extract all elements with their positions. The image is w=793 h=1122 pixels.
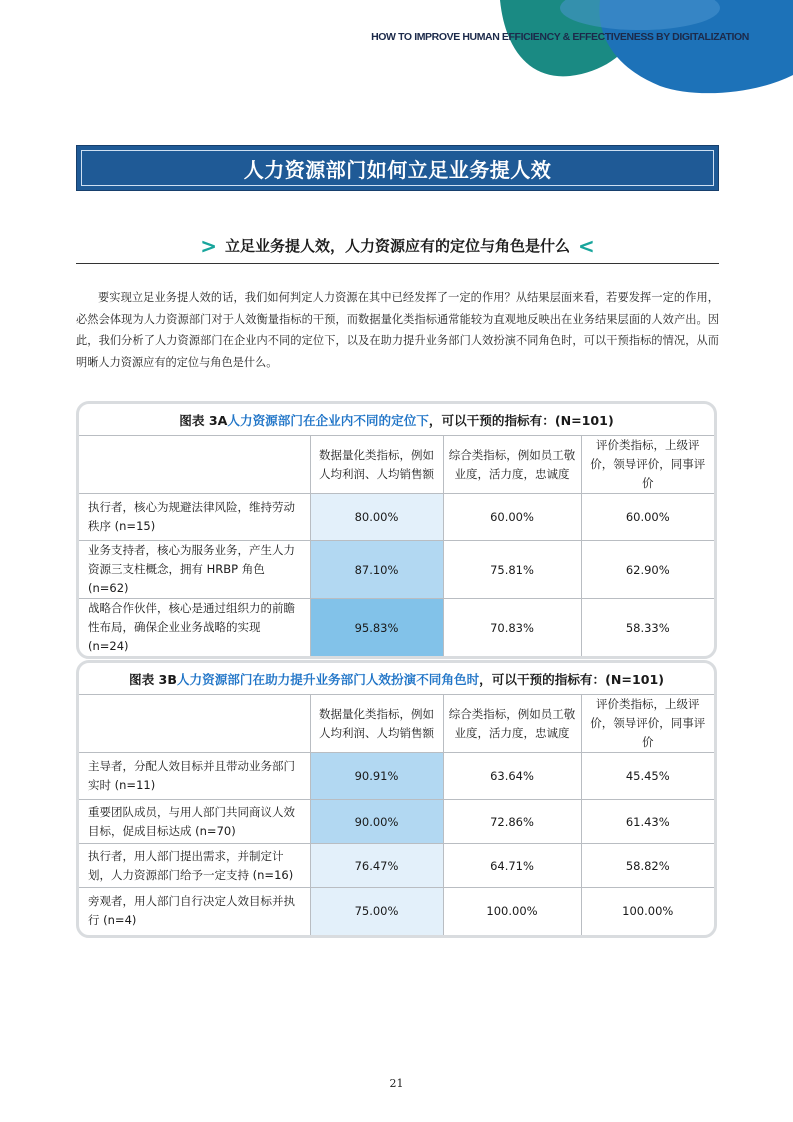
table-header-row [79,436,714,494]
role-cell: 执行者，用人部门提出需求，并制定计划，人力资源部门给予一定支持 (n=16) [79,844,310,888]
value-cell: 45.45% [581,753,714,800]
value-cell: 76.47% [310,844,443,888]
header-cell [79,436,310,494]
table-3a [76,401,717,659]
value-cell: 90.00% [310,800,443,844]
section-heading-text: 立足业务提人效，人力资源应有的定位与角色是什么 [224,237,570,255]
table-header-row [79,695,714,753]
table-3a-title-highlight: 人力资源部门在企业内不同的定位下 [227,413,429,428]
value-cell: 100.00% [443,888,581,935]
running-header: HOW TO IMPROVE HUMAN EFFICIENCY & EFFECTIVENESS BY DIGITALIZATION [371,31,749,43]
header-cell [79,695,310,753]
header-cell: 评价类指标，上级评价，领导评价，同事评价 [581,695,714,753]
value-cell: 58.33% [625,620,670,635]
role-cell: 主导者，分配人效目标并且带动业务部门实时 (n=11) [79,753,310,800]
table-row [79,753,714,800]
value-cell: 60.00% [443,494,581,541]
table-row [79,599,714,657]
table-row [79,541,714,599]
table-3b-title-prefix: 图表 3B [128,672,177,687]
table-3b-title-suffix: ，可以干预的指标有：(N=101) [479,672,665,687]
role-cell: 业务支持者，核心为服务业务，产生人力资源三支柱概念，拥有 HRBP 角色 (n=62) [79,541,310,599]
value-cell: 72.86% [443,800,581,844]
value-cell: 100.00% [622,904,674,919]
value-cell: 75.81% [443,541,581,599]
value-cell: 90.91% [310,753,443,800]
table-3b [76,660,717,938]
table-3a-title [79,404,714,436]
value-cell: 62.90% [581,541,714,599]
header-cell: 评价类指标，上级评价，领导评价，同事评价 [581,436,714,494]
value-cell: 70.83% [443,599,581,657]
role-cell: 战略合作伙伴，核心是通过组织力的前瞻性布局，确保企业业务战略的实现 (n=24) [79,599,310,657]
table-3b-grid [79,695,714,935]
value-cell: 60.00% [581,494,714,541]
page-number: 21 [389,1077,404,1090]
role-cell: 旁观者，用人部门自行决定人效目标并执行 (n=4) [79,888,310,935]
value-cell: 58.82% [581,844,714,888]
table-3b-title [79,663,714,695]
banner-title: 人力资源部门如何立足业务提人效 [81,150,714,186]
value-cell: 75.00% [310,888,443,935]
intro-paragraph: 要实现立足业务提人效的话，我们如何判定人力资源在其中已经发挥了一定的作用？从结果层面来看，若要发挥一定的作用，必然会体现为人力资源部门对于人效衡量指标的干预，而数据量化类指标通常能较为直观地反映出在业务结果层面的人效产出。因此，我们分析了人力资源部门在企业内不同的定位下，以及在助力提升业务部门人效扮演不同角色时，可以干预指标的情况，从而明晰人力资源应有的定位与角色是什么。 [76,291,719,369]
role-cell: 重要团队成员，与用人部门共同商议人效目标，促成目标达成 (n=70) [79,800,310,844]
value-cell: 87.10% [310,541,443,599]
table-row [79,844,714,888]
chapter-banner [76,145,719,191]
value-cell: 61.43% [581,800,714,844]
table-row [79,494,714,541]
value-cell: 63.64% [443,753,581,800]
header-cell: 数据量化类指标，例如人均利润、人均销售额 [310,436,443,494]
section-heading [76,228,719,264]
table-3a-title-suffix: ，可以干预的指标有：(N=101) [428,413,614,428]
table-3a-title-prefix: 图表 3A [179,413,228,428]
table-row [79,800,714,844]
table-3b-title-highlight: 人力资源部门在助力提升业务部门人效扮演不同角色时 [176,672,480,687]
header-cell: 综合类指标，例如员工敬业度，活力度，忠诚度 [443,695,581,753]
header-decoration [0,0,793,110]
value-cell: 95.83% [310,599,443,657]
table-row [79,888,714,935]
value-cell: 80.00% [310,494,443,541]
header-cell: 数据量化类指标，例如人均利润、人均销售额 [310,695,443,753]
value-cell: 64.71% [443,844,581,888]
header-cell: 综合类指标，例如员工敬业度，活力度，忠诚度 [443,436,581,494]
table-3a-grid [79,436,714,656]
role-cell: 执行者，核心为规避法律风险，维持劳动秩序 (n=15) [79,494,310,541]
chevron-right-icon: > [200,233,217,258]
chevron-left-icon: < [578,233,595,258]
